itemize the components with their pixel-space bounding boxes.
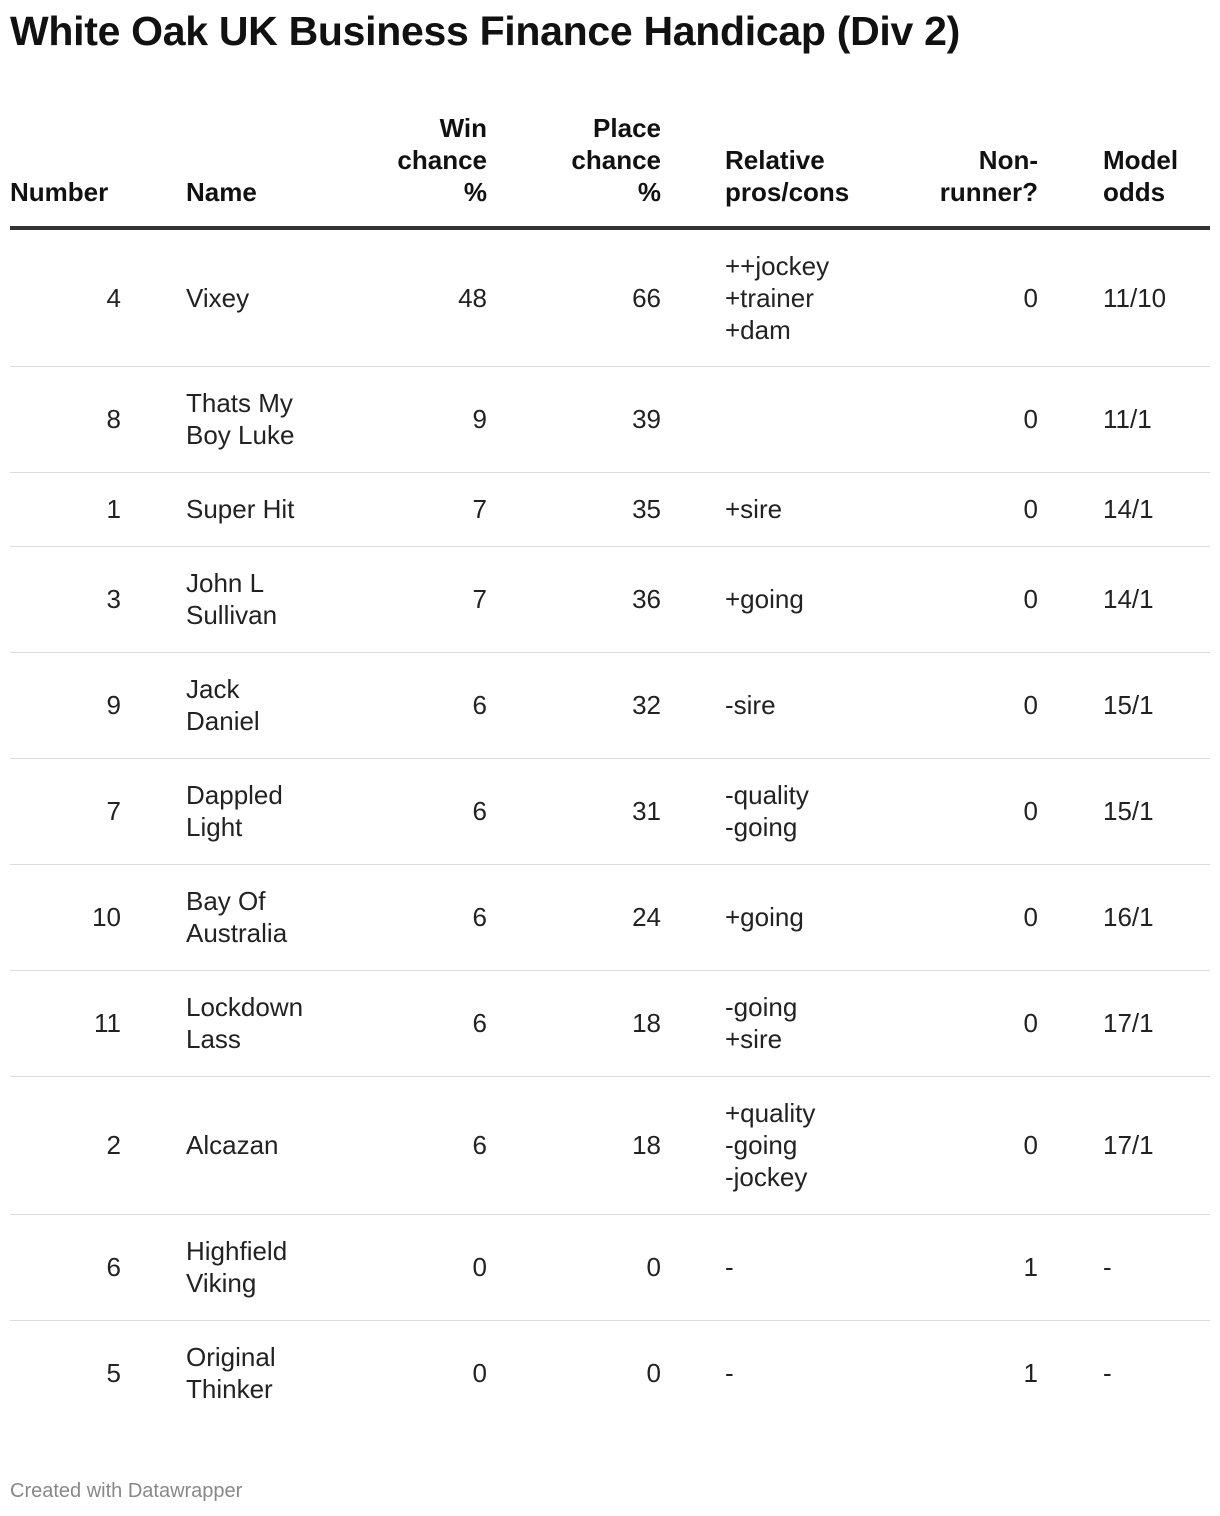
spacer [121,864,186,970]
spacer [121,546,186,652]
cell-pros-cons-line: +sire [725,494,783,524]
table-row [10,546,1210,652]
spacer [661,472,725,546]
cell-name [186,652,336,758]
spacer [1038,366,1103,472]
cell-pros-cons-line: -going [725,992,798,1022]
cell-name [186,758,336,864]
cell-pros-cons [725,472,865,546]
spacer [661,1320,725,1426]
cell-win-chance: 48 [336,228,487,366]
spacer [121,970,186,1076]
cell-name [186,970,336,1076]
spacer [1038,1214,1103,1320]
cell-number: 10 [10,864,121,970]
cell-place-chance: 18 [487,1076,661,1214]
cell-name [186,1320,336,1426]
cell-win-chance: 6 [336,652,487,758]
spacer [121,1076,186,1214]
cell-name [186,228,336,366]
spacer [661,228,725,366]
cell-win-chance: 6 [336,758,487,864]
cell-name [186,546,336,652]
cell-name-line: Dappled [186,780,283,810]
cell-pros-cons-line: -quality [725,780,809,810]
header-name: Name [186,112,336,228]
cell-name-line: Daniel [186,706,260,736]
table-row [10,366,1210,472]
spacer [661,652,725,758]
cell-non-runner: 0 [865,546,1038,652]
cell-pros-cons-line: ++jockey [725,250,830,281]
cell-place-chance: 0 [487,1214,661,1320]
cell-number: 9 [10,652,121,758]
cell-name-line: Viking [186,1268,257,1298]
cell-place-chance: 31 [487,758,661,864]
cell-name-line: Highfield [186,1236,288,1266]
spacer [1038,546,1103,652]
spacer [121,1320,186,1426]
cell-model-odds: - [1103,1358,1112,1389]
table-row [10,228,1210,366]
spacer [1038,1076,1103,1214]
cell-pros-cons [725,1214,865,1320]
table-row [10,758,1210,864]
cell-number: 3 [10,546,121,652]
cell-place-chance: 32 [487,652,661,758]
spacer [1038,1320,1103,1426]
table-row [10,864,1210,970]
cell-number: 8 [10,366,121,472]
cell-number: 2 [10,1076,121,1214]
cell-name-line: Boy Luke [186,420,295,450]
cell-name [186,472,336,546]
cell-pros-cons-line: +trainer [725,282,814,313]
cell-pros-cons [725,864,865,970]
table-row [10,472,1210,546]
cell-name-line: Thinker [186,1374,273,1405]
cell-number: 5 [106,1358,121,1389]
spacer [661,1076,725,1214]
spacer [1038,652,1103,758]
spacer [121,366,186,472]
spacer [1038,228,1103,366]
cell-pros-cons-line: - [725,1358,734,1389]
cell-pros-cons-line: +sire [725,1024,783,1054]
cell-model-odds: 11/1 [1103,366,1210,472]
spacer [661,366,725,472]
cell-pros-cons-line: - [725,1252,734,1282]
cell-model-odds: 17/1 [1103,970,1210,1076]
cell-pros-cons-line: -going [725,1130,798,1160]
spacer [121,228,186,366]
cell-non-runner: 0 [865,652,1038,758]
header-number: Number [10,112,121,228]
header-row [10,112,1210,228]
cell-model-odds: 11/10 [1103,228,1210,366]
spacer [1038,864,1103,970]
cell-win-chance: 7 [336,546,487,652]
cell-win-chance: 7 [336,472,487,546]
cell-pros-cons [725,1076,865,1214]
cell-pros-cons-line: -going [725,812,798,842]
cell-number: 11 [10,970,121,1076]
cell-model-odds: - [1103,1214,1210,1320]
header-relative-pros-cons: Relative pros/cons [725,112,865,228]
cell-name-line: Sullivan [186,600,278,630]
spacer [1038,758,1103,864]
table-body [10,228,1210,1426]
spacer [661,1214,725,1320]
cell-win-chance: 0 [336,1214,487,1320]
table-row [10,652,1210,758]
cell-name-line: Alcazan [186,1130,279,1160]
cell-pros-cons-line: +going [725,584,804,614]
cell-non-runner: 1 [1023,1358,1038,1389]
cell-win-chance: 9 [336,366,487,472]
table-row [10,970,1210,1076]
header-model-odds: Model odds [1103,112,1210,228]
cell-place-chance: 35 [487,472,661,546]
cell-name-line: Vixey [186,282,250,313]
cell-pros-cons [725,970,865,1076]
footer-credit: Created with Datawrapper [10,1480,243,1502]
cell-model-odds: 14/1 [1103,472,1210,546]
cell-place-chance: 0 [646,1358,661,1389]
table-row [10,1076,1210,1214]
header-place-chance: Place chance % [487,112,661,228]
race-table [10,112,1210,1426]
cell-model-odds: 15/1 [1103,652,1210,758]
cell-name [186,864,336,970]
table-row [10,1320,1210,1426]
cell-pros-cons [725,228,865,366]
cell-pros-cons-line: +dam [725,314,791,345]
cell-win-chance: 6 [336,1076,487,1214]
cell-name-line: Light [186,812,243,842]
cell-model-odds: 14/1 [1103,546,1210,652]
cell-pros-cons [725,758,865,864]
cell-number: 7 [10,758,121,864]
cell-pros-cons [725,1320,865,1426]
cell-place-chance: 36 [487,546,661,652]
cell-name-line: Original [186,1342,276,1373]
cell-number: 1 [10,472,121,546]
cell-non-runner: 0 [865,864,1038,970]
cell-place-chance: 66 [487,228,661,366]
cell-name-line: Thats My [186,388,293,418]
cell-name-line: Bay Of [186,886,266,916]
spacer [661,864,725,970]
cell-place-chance: 39 [487,366,661,472]
cell-win-chance: 0 [472,1358,487,1389]
header-win-chance: Win chance % [336,112,487,228]
cell-pros-cons-line: -sire [725,690,776,720]
spacer [661,546,725,652]
cell-pros-cons-line: +going [725,902,804,932]
cell-name-line: Jack [186,674,240,704]
cell-place-chance: 18 [487,970,661,1076]
cell-pros-cons-line: +quality [725,1098,816,1128]
cell-number: 4 [10,228,121,366]
cell-model-odds: 15/1 [1103,758,1210,864]
cell-name [186,1076,336,1214]
cell-non-runner: 1 [865,1214,1038,1320]
cell-pros-cons [725,366,865,472]
cell-non-runner: 0 [865,228,1038,366]
spacer [121,652,186,758]
cell-model-odds: 17/1 [1103,1076,1210,1214]
cell-non-runner: 0 [865,1076,1038,1214]
cell-place-chance: 24 [487,864,661,970]
spacer [1038,970,1103,1076]
spacer [1038,472,1103,546]
cell-name-line: Super Hit [186,494,295,524]
spacer [121,1214,186,1320]
cell-non-runner: 0 [865,472,1038,546]
cell-non-runner: 0 [865,366,1038,472]
cell-name-line: Australia [186,918,288,948]
cell-name-line: Lockdown [186,992,304,1022]
cell-name-line: John L [186,568,265,598]
cell-number: 6 [10,1214,121,1320]
table-row [10,1214,1210,1320]
cell-non-runner: 0 [865,970,1038,1076]
chart-title: White Oak UK Business Finance Handicap (Div 2) [10,8,960,54]
spacer [661,970,725,1076]
cell-name-line: Lass [186,1024,241,1054]
spacer [661,758,725,864]
header-non-runner: Non- runner? [865,112,1038,228]
cell-pros-cons [725,652,865,758]
cell-pros-cons-line: -jockey [725,1162,808,1192]
cell-name [186,366,336,472]
cell-non-runner: 0 [865,758,1038,864]
spacer [121,758,186,864]
cell-pros-cons [725,546,865,652]
cell-win-chance: 6 [336,864,487,970]
cell-name [186,1214,336,1320]
spacer [121,472,186,546]
cell-model-odds: 16/1 [1103,864,1210,970]
cell-win-chance: 6 [336,970,487,1076]
